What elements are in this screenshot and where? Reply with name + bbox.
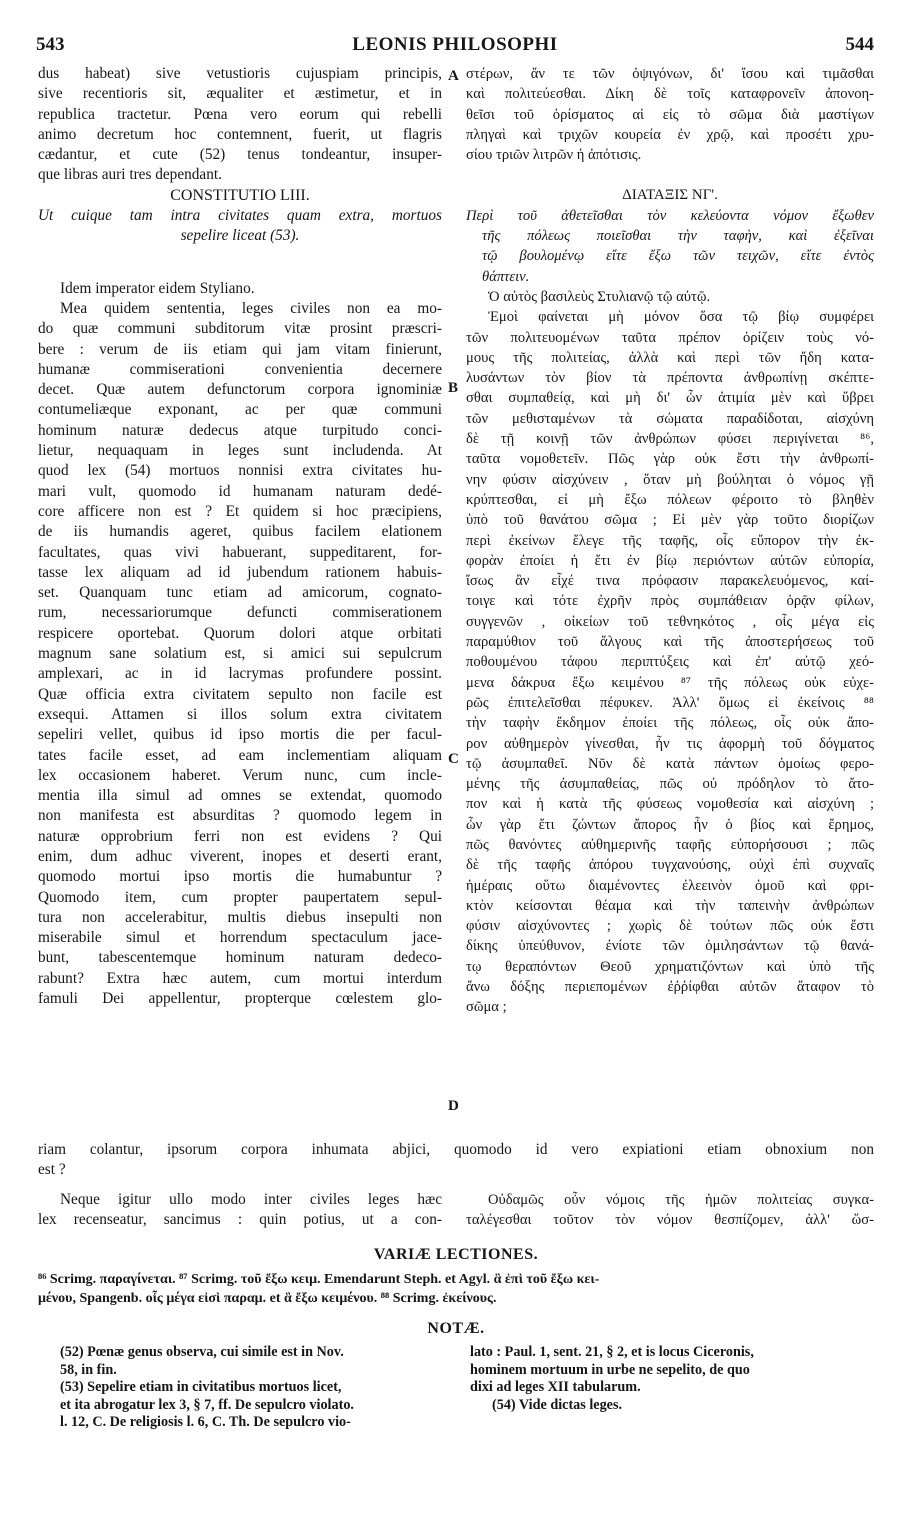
latin-line: core afficere non est ? Et quidem si hoc præcipiens, (38, 502, 442, 520)
greek-body (466, 287, 874, 1018)
latin-line: humanæ commiserationi convenientia decernere (38, 360, 442, 378)
greek-line: φορὰν ἐποίει ἡ ἔτι ἐν βίῳ περιόντων αὐτῶν εὐπορία, (466, 552, 874, 569)
greek-line: σθαι συμπαθείᾳ, καὶ μὴ δι' ὧν ἀτιμία μὲν καὶ ὕβρει (466, 390, 874, 407)
greek-line: συγγενῶν , οἰκείων τοῦ τεθνηκότος , οἷς μέγα εἰς (466, 613, 874, 630)
note-line: (52) Pœnæ genus observa, cui simile est in Nov. (60, 1344, 344, 1360)
latin-line: respicere oportebat. Quorum dolori atque orbitati (38, 624, 442, 642)
greek-line: δίκης ὑπεύθυνον, ἐνίοτε τῶν ὁμιλησάντων τῷ θανά- (466, 938, 874, 955)
greek-line: πῶς θανόντες αὐθημερινῆς ταφῆς εὐπορήσουσι ; πῶς (466, 836, 874, 853)
note-line: (54) Vide dictas leges. (492, 1396, 623, 1413)
note-line: et ita abrogatur lex 3, § 7, ff. De sepulcro violato. (60, 1396, 354, 1413)
full-width-line: riam colantur, ipsorum corpora inhumata abjici, quomodo id vero expiationi etiam obnoxium non (38, 1141, 874, 1158)
latin-line: decet. Quæ autem defunctorum corpora ignominiæ (38, 381, 442, 399)
full-width-continuation (38, 1140, 874, 1181)
constitutio-heading: CONSTITUTIO LIII. (170, 186, 310, 204)
latin-line: Quæ officia extra civitatem sepulto non facile est (38, 685, 442, 703)
greek-subtitle-line: Περὶ τοῦ ἀθετεῖσθαι τὸν κελεύοντα νόμον ἔξωθεν (466, 207, 874, 224)
latin-line: animo decretum hoc contemnent, fuerit, ut flagris (38, 125, 442, 143)
variae-lectiones-heading: VARIÆ LECTIONES. (373, 1246, 539, 1263)
running-title: LEONIS PHILOSOPHI (352, 34, 558, 55)
greek-line: λυσάντων τὸν βίον τὰ πρέποντα ἀνθρωπίνῃ σκέπτε- (466, 370, 874, 387)
greek-line: νην φύσιν αἰσχύνειν , ὅταν μὴ βούληται ὁ νόμος γῇ (466, 471, 874, 488)
latin-line: sepeliri vellet, quibus id ipso mortis die per facul- (38, 726, 442, 744)
variant-line: μένου, Spangenb. οἷς μέγα εἰσὶ παραμ. et ἃ ἔξω κειμένου. ⁸⁸ Scrimg. ἐκείνους. (38, 1291, 497, 1306)
greek-line: ποθουμένου τάφου περιπτύξεις καὶ ἐπ' αὐτῷ χεό- (466, 654, 874, 671)
latin-column (38, 64, 442, 1009)
notes-left (60, 1344, 454, 1432)
latin-line: exsequi. Attamen si illos solum extra civitatem (38, 705, 442, 723)
greek-line: ἴσως ἂν εἶχέ τινα πρόφασιν παρακελευόμενος, καί- (466, 573, 874, 590)
latin-line: Mea quidem sententia, leges civiles non ea mo- (60, 299, 442, 317)
greek-line: τῷ ἀσυμπαθεῖ. Νῦν δὲ κατὰ πάντων ὁμοίως φερο- (466, 755, 874, 772)
greek-top-paragraph (466, 64, 874, 165)
greek-line: κρύπτεσθαι, εἰ μὴ ἔξω πόλεων φέροιτο τὸ βληθὲν (466, 491, 874, 508)
margin-marker-b: B (448, 380, 459, 396)
latin-line: que libras auri tres dependant. (38, 166, 222, 184)
greek-line: ὑπὸ τοῦ θανάτου σῶμα ; Εἰ μὲν γὰρ τοῦτο διορίζων (466, 512, 874, 529)
greek-line: ἡμέραις οὕτω διαμένοντες ἐλεεινὸν ὁμοῦ καὶ φρι- (466, 877, 874, 894)
latin-line: naturæ opprobrium ferri non est evidens ? Qui (38, 827, 442, 845)
greek-line: δὲ τῆς ταφῆς ἀπόρου τυγχανούσης, οὐχὶ ἐπὶ συχναῖς (466, 857, 874, 874)
latin-line: mari vult, quomodo id humanam naturam dedé- (38, 482, 442, 500)
greek-line: φύσιν αἰσχύνοντες ; χωρὶς δὲ τούτων πῶς οὐκ ἔστι (466, 918, 874, 935)
greek-line: σῶμα ; (466, 999, 507, 1016)
note-line: (53) Sepelire etiam in civitatibus mortuos licet, (60, 1379, 342, 1395)
greek-line: δὲ τῇ κοινῇ τῶν ἀνθρώπων φύσει περιγίνεται ⁸⁶, (466, 431, 874, 448)
latin-line: tura non accelerabitur, multis diebus insepulti non (38, 908, 442, 926)
latin-line: de iis humandis ageret, quibus facilem elationem (38, 523, 442, 541)
latin-line: rabunt? Extra hæc autem, cum mortui interdum (38, 969, 442, 987)
greek-line: τοιγε καὶ τότε ἐχρῆν πρὸς συμπάθειαν ὁρᾷν φίλων, (466, 593, 874, 610)
latin-line: sive recentioris sit, æqualiter et æstimetur, et in (38, 85, 442, 103)
note-line: hominem mortuum in urbe ne sepelito, de quo (470, 1361, 750, 1378)
latin-line: Neque igitur ullo modo inter civiles leges hæc (60, 1191, 442, 1208)
greek-line: τὴν ταφὴν ἔκδημον ἐποίει τῆς πόλεως, οἷς οὐκ ἄπο- (466, 715, 874, 732)
latin-line: set. Quanquam tunc etiam ad amicorum, cognato- (38, 584, 442, 602)
latin-line: contumeliæque exponant, ac per quæ communi (38, 401, 442, 419)
note-line: 58, in fin. (60, 1361, 117, 1378)
greek-line: περὶ ἐκείνων ἔλεγε τῆς ταφῆς, οἷς εὔπορον τὴν ἐκ- (466, 532, 874, 549)
margin-marker-c: C (448, 751, 459, 767)
greek-line: μένης τῆς ἀσυμπαθείας, πῶς οὐ πρόδηλον τὸ ἄτο- (466, 776, 874, 793)
latin-line: facultates, quas vivi habuerant, suppeditarent, for- (38, 543, 442, 561)
greek-line: τῶν πολιτευομένων ταῦτα πρέπον ὁρίζειν τοὺς νό- (466, 329, 874, 346)
latin-line: dus habeat) sive vetustioris cujuspiam principis, (38, 65, 442, 82)
diataxis-subtitle (466, 206, 874, 287)
greek-subtitle-line: τῆς πόλεως ποιεῖσθαι τὴν ταφὴν, καὶ ἐξεῖναι (482, 228, 874, 245)
greek-line: Οὐδαμῶς οὖν νόμοις τῆς ἡμῶν πολιτείας συγκα- (488, 1192, 874, 1208)
diataxis-heading: ΔΙΑΤΑΞΙΣ ΝΓ'. (622, 187, 718, 204)
latin-subtitle-line: Ut cuique tam intra civitates quam extra, mortuos (38, 207, 442, 225)
page-number-left: 543 (36, 34, 65, 55)
latin-line: non manifesta est absurditas ? quomodo legem in (38, 807, 442, 825)
greek-line: ἄνω δόξης περιεπομένων ἐῤῥίφθαι αὐτῶν ἄταφον τὸ (466, 979, 874, 996)
latin-line: lex recenseatur, sancimus : quin potius, ut a con- (38, 1211, 442, 1229)
latin-line: bunt, tabescentemque hominum naturam dedeco- (38, 949, 442, 967)
latin-line: cædantur, et cute (52) tenus tondeantur, insuper- (38, 146, 442, 164)
latin-line: lietur, nequaquam in leges sunt includenda. At (38, 442, 442, 460)
latin-line: quomodo mortui ipso mortis die humabuntur ? (38, 868, 442, 886)
latin-line: rum, necessariorumque defuncti commiserationem (38, 604, 442, 622)
notes-right (470, 1344, 874, 1414)
variant-line: ⁸⁶ Scrimg. παραγίνεται. ⁸⁷ Scrimg. τοῦ ἔξω κειμ. Emendarunt Steph. et Agyl. ἃ ἐπὶ τοῦ ἔξω κει- (38, 1272, 600, 1287)
latin-line: lex occasionem haberet. Verum nunc, cum incle- (38, 766, 442, 784)
latin-line: tasse lex aliquam ad id jubendum rationem habuis- (38, 563, 442, 581)
latin-line: miserabile simul et horrendum spectaculum jace- (38, 929, 442, 947)
greek-line: τῳ θεραπόντων Θεοῦ χρηματιζόντων καὶ ὑπὸ τῆς (466, 958, 874, 975)
greek-line: ταλέγεσθαι τοῦτον τὸν νόμον θεσπίζομεν, ἀλλ' ὥσ- (466, 1212, 874, 1229)
latin-line: amplexari, ac in id lacrymas profundere possint. (38, 665, 442, 683)
greek-line: πληγαὶ καὶ τριχῶν κουρεία ἐν χρῷ, καὶ προσέτι χρυ- (466, 126, 874, 143)
greek-line: σίου τριῶν λιτρῶν ἡ ἀπότισις. (466, 147, 642, 164)
latin-line: republica tractetur. Pœna vero eorum qui rebelli (38, 105, 442, 123)
greek-line: πον καὶ ἡ κατὰ τῆς φύσεως νομοθεσία καὶ αἰσχύνη ; (466, 796, 874, 813)
greek-line: Ὁ αὐτὸς βασιλεὺς Στυλιανῷ τῷ αὐτῷ. (488, 288, 711, 305)
full-width-line: est ? (38, 1161, 66, 1179)
note-line: dixi ad leges XII tabularum. (470, 1379, 641, 1395)
note-line: lato : Paul. 1, sent. 21, § 2, et is locus Ciceronis, (470, 1344, 754, 1360)
greek-line: στέρων, ἄν τε τῶν ὀψιγόνων, δι' ἴσου καὶ τιμᾶσθαι (466, 66, 874, 82)
margin-marker-d: D (448, 1098, 459, 1114)
greek-subtitle-line: τῷ βουλομένῳ εἴτε ἔξω τῶν τειχῶν, εἴτε ἐντὸς (482, 248, 874, 265)
latin-line: famuli Dei appellentur, propterque cœlestem glo- (38, 990, 442, 1008)
note-line: l. 12, C. De religiosis l. 6, C. Th. De sepulcro vio- (60, 1414, 351, 1430)
latin-top-paragraph (38, 64, 442, 186)
latin-line: enim, dum adhuc viverent, inopes et deserti erant, (38, 847, 442, 865)
greek-line: ὧν γὰρ ἔτι ζώντων ἄπορος ἦν ὁ βίος καὶ ἔρημος, (466, 816, 874, 833)
margin-marker-a: A (448, 68, 459, 84)
latin-line: tates facile esset, ad eam inclementiam aliquam (38, 746, 442, 764)
greek-line: Ἐμοὶ φαίνεται μὴ μόνον ὅσα τῷ βίῳ συμφέρει (488, 309, 874, 326)
latin-line: quod lex (54) mortuos nonnisi extra civitates hu- (38, 462, 442, 480)
latin-line: do quæ communi subditorum vitæ prosint præscri- (38, 320, 442, 338)
latin-subtitle-line: sepelire liceat (53). (180, 227, 300, 245)
greek-line: ρον αὐθημερὸν γίνεσθαι, ἦν τις ἀφορμὴ τοῦ δόγματος (466, 735, 874, 752)
page-number-right: 544 (845, 34, 874, 55)
latin-line: Quomodo item, cum propter paupertatem sepul- (38, 888, 442, 906)
greek-line: μενα δάκρυα ἔξω κειμένου ⁸⁷ τῆς πόλεως οὐκ εὐχε- (466, 674, 874, 691)
latin-line: magnum sane solatium est, si amici sui sepulcrum (38, 645, 442, 663)
latin-line: bere : verum de iis etiam qui jam vitam finierunt, (38, 340, 442, 358)
greek-line: θεῖσι τοῦ ὁρίσματος αἱ εἰς τὸ σῶμα διὰ μαστίγων (466, 106, 874, 123)
constitutio-subtitle (38, 206, 442, 247)
latin-body (38, 279, 442, 1010)
greek-line: τῶν μεθισταμένων τὰ σώματα παραδίδοται, αἰσχύνη (466, 410, 874, 427)
greek-line: ταῦτα νομοθετεῖν. Πῶς γὰρ οὐκ ἔστι τὴν ἀνθρωπί- (466, 451, 874, 468)
notae-heading: NOTÆ. (427, 1320, 485, 1337)
latin-closing-paragraph (38, 1190, 442, 1231)
latin-line: hominum naturæ dedecus atque turpitudo conci- (38, 421, 442, 439)
greek-line: μους τῆς πολιτείας, ἀλλὰ καὶ περὶ τῶν ἤδη κατα- (466, 349, 874, 366)
greek-line: παραμύθιον τοῦ ἄλγους καὶ τῆς ἀποστερήσεως τοῦ (466, 634, 874, 651)
variae-lectiones (38, 1270, 874, 1308)
greek-line: κτὸν κείσονται θέαμα καὶ τὴν ταπεινὴν ἀνθρώπων (466, 897, 874, 914)
greek-subtitle-line: θάπτειν. (482, 268, 530, 285)
latin-line: mentia illa simul ad omnes se extendat, quomodo (38, 787, 442, 805)
greek-column (466, 64, 874, 1018)
greek-line: ρῶς ἐπιτελεῖσθαι πέφυκεν. Ἀλλ' ὅμως εἰ ἐκείνοις ⁸⁸ (466, 694, 874, 711)
greek-closing-paragraph (466, 1190, 874, 1231)
greek-line: καὶ πολιτεύεσθαι. Δίκη δὲ τοῖς καταφρονεῖν ἀπονοη- (466, 86, 874, 103)
page-header (36, 34, 874, 58)
latin-line: Idem imperator eidem Styliano. (60, 279, 255, 297)
